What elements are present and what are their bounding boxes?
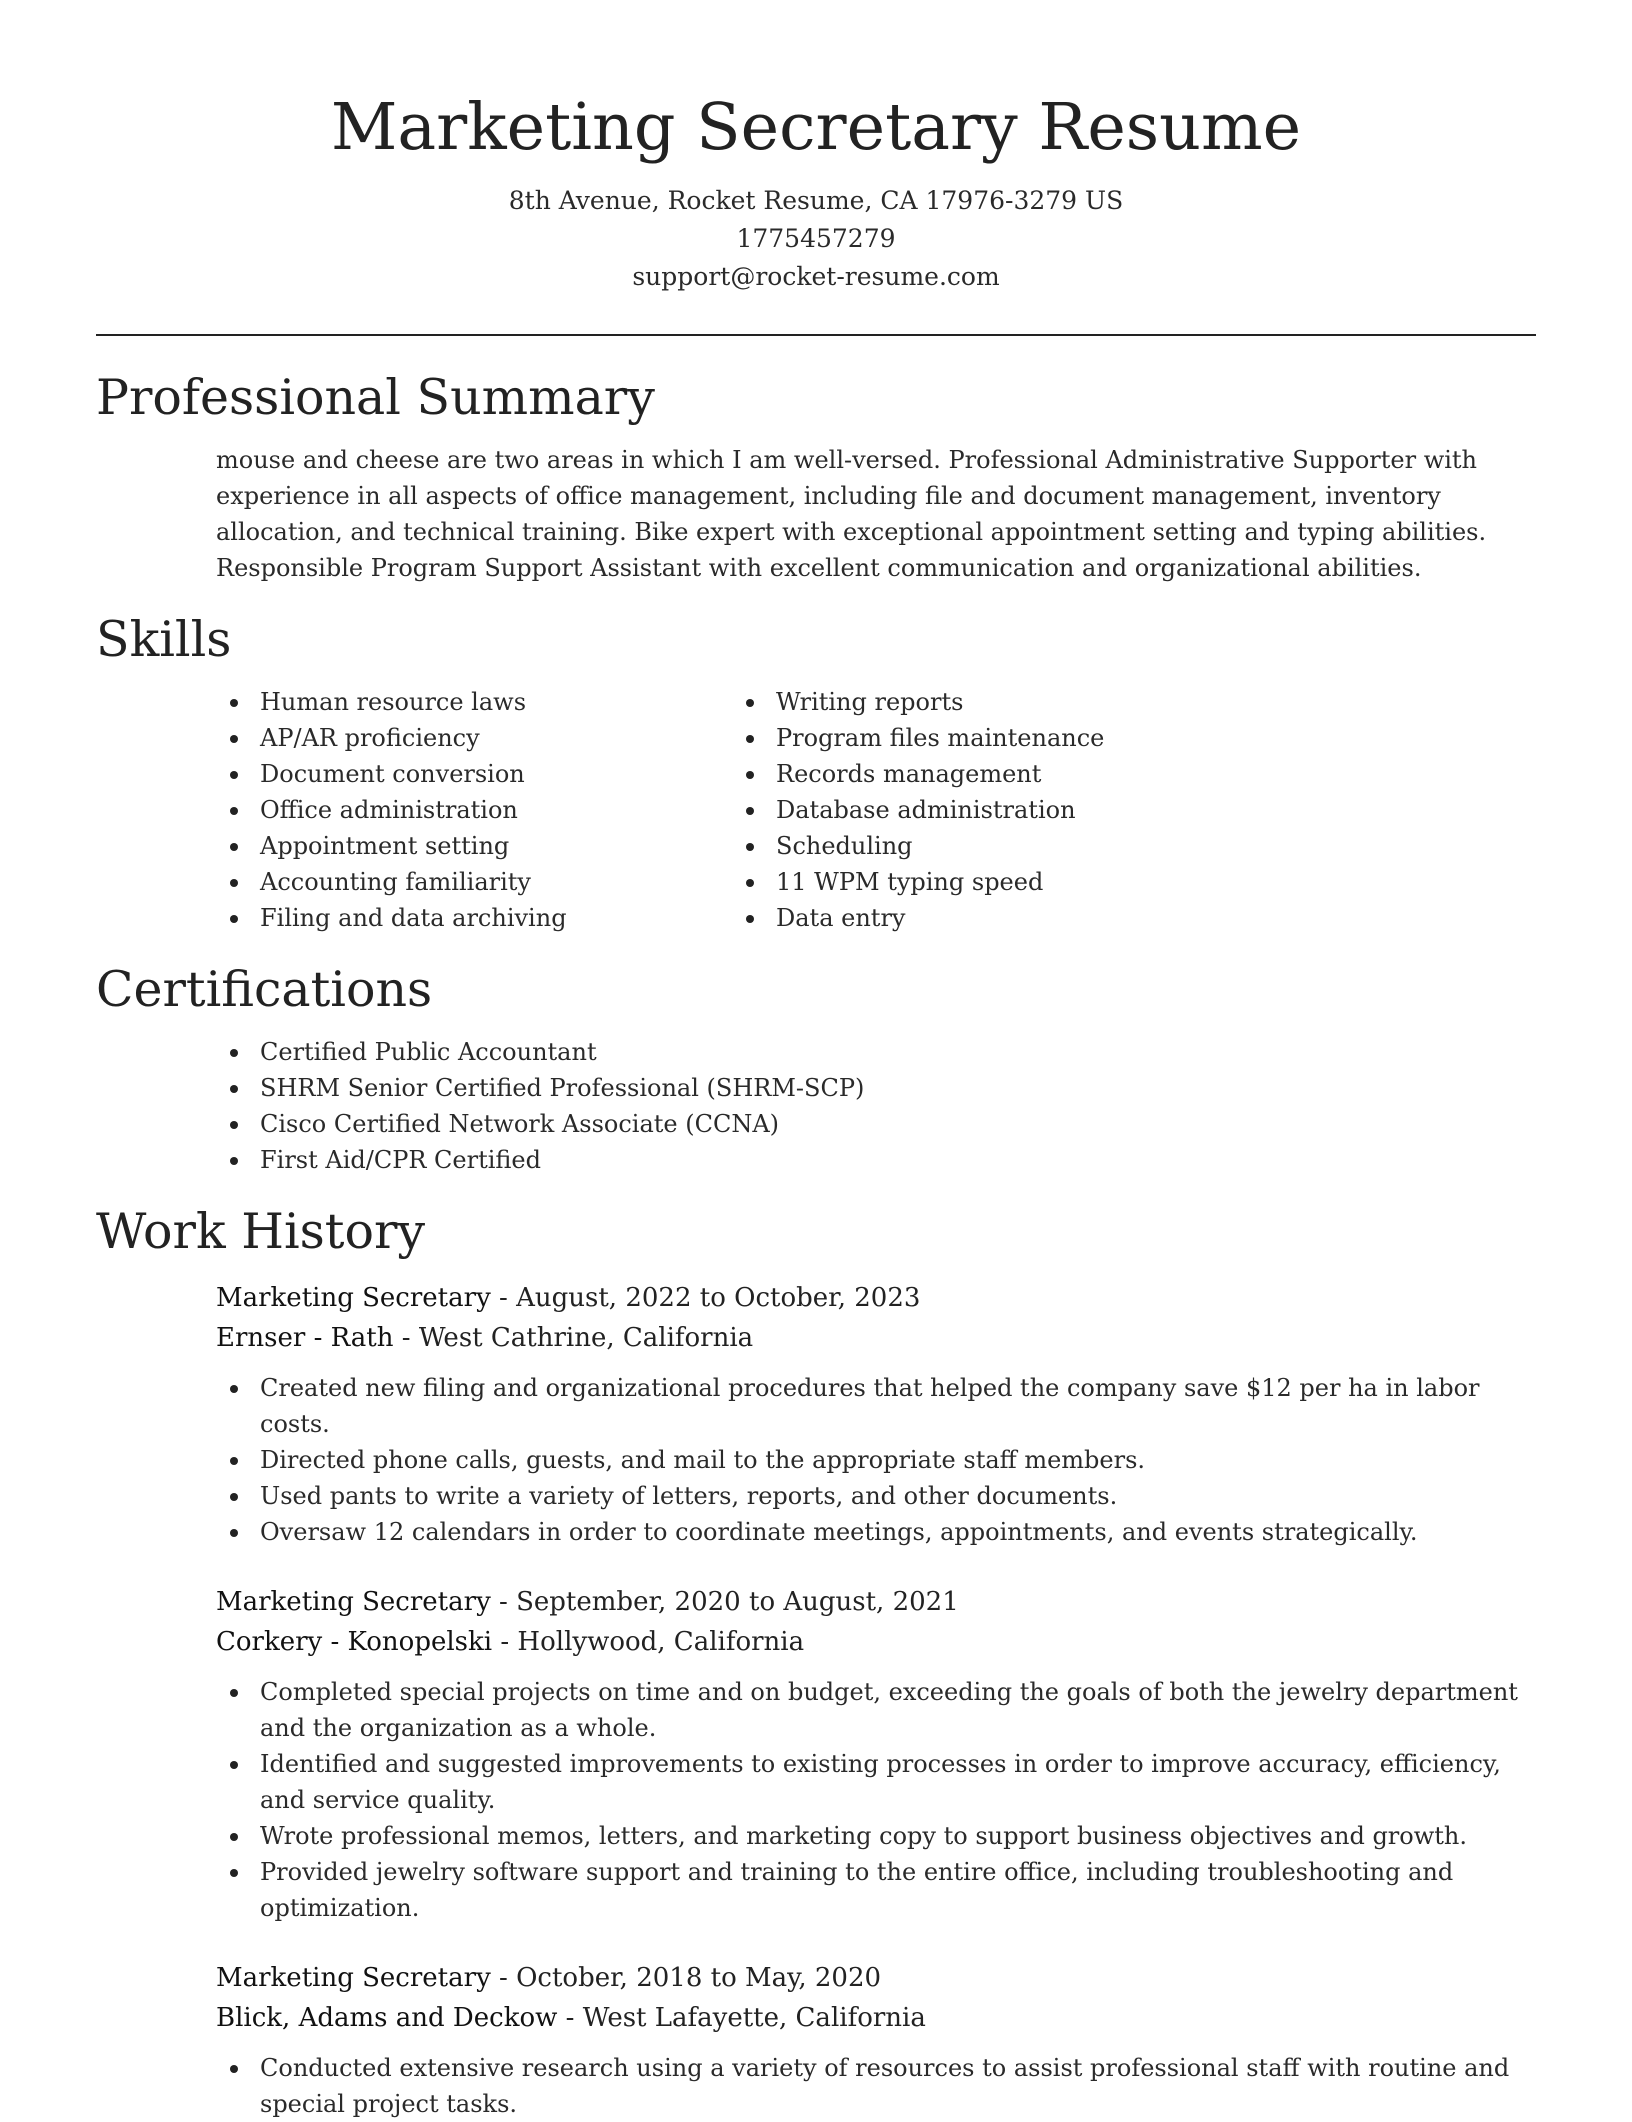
job-company: Blick, Adams and Deckow [216,2003,558,2033]
job-company-line [216,1998,1536,2038]
job-entry [96,1582,1536,1926]
work-history-section [96,1200,1536,2122]
skill-item: Records management [746,756,1536,792]
job-entry [96,1958,1536,2122]
skill-item: Database administration [746,792,1536,828]
skill-item: Appointment setting [96,828,746,864]
certifications-list [96,1034,1536,1178]
job-bullet: Wrote professional memos, letters, and marketing copy to support business objectives and growth. [96,1818,1536,1854]
job-entry [96,1278,1536,1550]
job-location: West Lafayette, California [582,2003,926,2033]
skills-section [96,608,1536,936]
skill-item: Program files maintenance [746,720,1536,756]
job-location: West Cathrine, California [418,1323,754,1353]
skill-item: Document conversion [96,756,746,792]
skills-heading: Skills [96,611,232,668]
job-bullet: Identified and suggested improvements to existing processes in order to improve accuracy, efficiency, and service quality. [96,1746,1536,1818]
skills-list-left [96,684,746,936]
skill-item: AP/AR proficiency [96,720,746,756]
job-company: Corkery - Konopelski [216,1627,493,1657]
job-role: Marketing Secretary [216,1283,491,1313]
certifications-heading: Certifications [96,961,433,1018]
certification-item: Certified Public Accountant [96,1034,1536,1070]
skill-item: Scheduling [746,828,1536,864]
phone-line: 1775457279 [736,224,896,253]
job-bullet: Directed phone calls, guests, and mail to the appropriate staff members. [96,1442,1536,1478]
job-title-line [216,1582,1536,1622]
certification-item: First Aid/CPR Certified [96,1142,1536,1178]
separator: - [490,1587,517,1617]
job-bullet: Provided jewelry software support and training to the entire office, including troubleshooting and optimization. [96,1854,1536,1926]
skill-item: Filing and data archiving [96,900,746,936]
certification-item: Cisco Certified Network Associate (CCNA) [96,1106,1536,1142]
job-bullet: Used pants to write a variety of letters, reports, and other documents. [96,1478,1536,1514]
separator: - [492,1627,518,1657]
job-dates: October, 2018 to May, 2020 [516,1963,882,1993]
separator: - [490,1283,517,1313]
job-location: Hollywood, California [517,1627,805,1657]
skill-item: Office administration [96,792,746,828]
job-bullets [96,2050,1536,2122]
summary-section [96,366,1536,586]
work-history-heading: Work History [96,1203,426,1260]
job-company: Ernser - Rath [216,1323,394,1353]
certifications-section [96,958,1536,1178]
separator: - [490,1963,517,1993]
job-bullets [96,1370,1536,1550]
job-bullet: Completed special projects on time and on budget, exceeding the goals of both the jewelry department and the organization as a whole. [96,1674,1536,1746]
skill-item: Data entry [746,900,1536,936]
resume-title: Marketing Secretary Resume [330,90,1302,165]
skills-columns [96,684,1536,936]
certification-item: SHRM Senior Certified Professional (SHRM-SCP) [96,1070,1536,1106]
job-company-line [216,1622,1536,1662]
job-bullet: Created new filing and organizational procedures that helped the company save $12 per ha in labor costs. [96,1370,1536,1442]
skill-item: 11 WPM typing speed [746,864,1536,900]
job-role: Marketing Secretary [216,1587,491,1617]
job-title-line [216,1278,1536,1318]
resume-page [96,0,1536,2122]
job-bullets [96,1674,1536,1926]
resume-header [96,0,1536,296]
summary-heading: Professional Summary [96,369,655,426]
separator: - [393,1323,419,1353]
email-line: support@rocket-resume.com [632,262,1000,291]
header-divider [96,334,1536,336]
job-role: Marketing Secretary [216,1963,491,1993]
address-line: 8th Avenue, Rocket Resume, CA 17976-3279 US [508,186,1124,215]
skill-item: Writing reports [746,684,1536,720]
skill-item: Human resource laws [96,684,746,720]
skills-list-right [746,684,1536,936]
job-bullet: Oversaw 12 calendars in order to coordinate meetings, appointments, and events strategically. [96,1514,1536,1550]
job-bullet: Conducted extensive research using a variety of resources to assist professional staff with routine and special project tasks. [96,2050,1536,2122]
skill-item: Accounting familiarity [96,864,746,900]
summary-text: mouse and cheese are two areas in which I am well-versed. Professional Administrative Supporter with experience in all aspects of office management, including file and document management, inventory allocation, and technical training. Bike expert with exceptional appointment setting and typing abilities. Responsible Program Support Assistant with excellent communication and organizational abilities. [216,446,1487,582]
job-dates: September, 2020 to August, 2021 [516,1587,959,1617]
job-dates: August, 2022 to October, 2023 [516,1283,921,1313]
job-title-line [216,1958,1536,1998]
job-company-line [216,1318,1536,1358]
separator: - [557,2003,583,2033]
